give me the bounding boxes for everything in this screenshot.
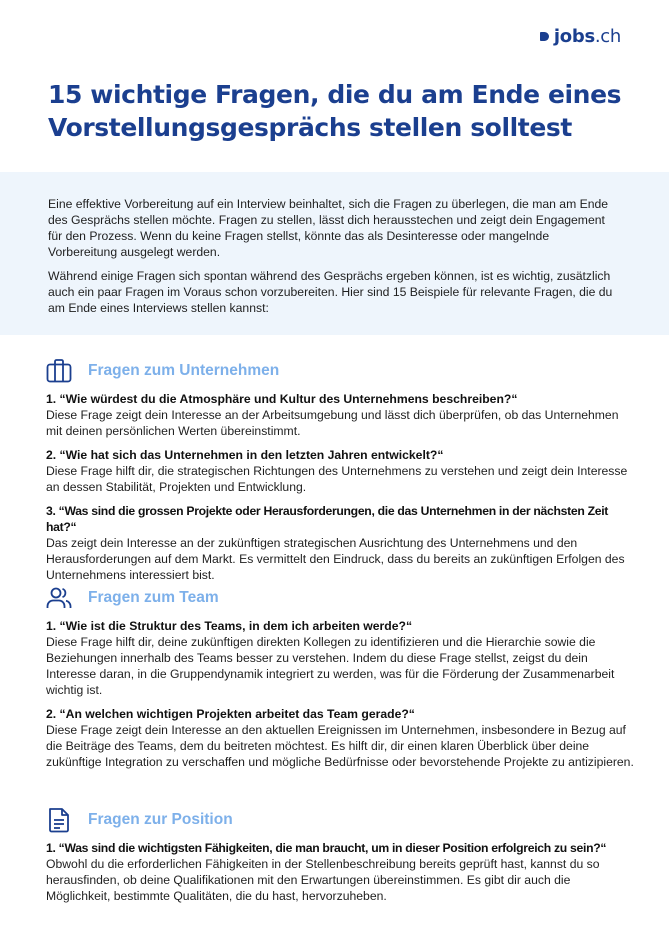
jobs-ch-logo bbox=[540, 26, 621, 47]
question-item bbox=[46, 706, 636, 770]
title-highlight: wichtige Fragen, bbox=[90, 80, 320, 109]
section-header bbox=[46, 357, 636, 385]
title-part-2: die du am Ende eines Vorstellungsgesprächs stellen solltest bbox=[48, 80, 622, 142]
question-item bbox=[46, 503, 636, 583]
question-text: Obwohl du die erforderlichen Fähigkeiten in der Stellenbeschreibung bereits geprüft hast, kannst du so herausfinden, ob deine Qualifikationen mit den Erwartungen übereinstimmen. Es gibt dir auch die Möglichkeit, bestimmte Qualitäten, die du hast, hervorzuheben. bbox=[46, 857, 600, 903]
question-item bbox=[46, 618, 636, 698]
question-item bbox=[46, 391, 636, 439]
section-company bbox=[46, 357, 636, 591]
question-title: 1. “Was sind die wichtigsten Fähigkeiten, die man braucht, um in dieser Position erfolgreich zu sein?“ bbox=[46, 841, 607, 855]
question-text: Diese Frage zeigt dein Interesse an den aktuellen Ereignissen im Unternehmen, insbesondere in Bezug auf die Beiträge des Teams, dem du beitreten möchtest. Es hilft dir, dir einen klaren Überblick über deine zukünftige Integration zu verschaffen und mögliche Bedürfnisse oder bevorstehende Projekte zu antizipieren. bbox=[46, 723, 634, 769]
logo-tld: .ch bbox=[594, 26, 621, 47]
question-title: 2. “An welchen wichtigen Projekten arbeitet das Team gerade?“ bbox=[46, 707, 415, 721]
question-title: 1. “Wie ist die Struktur des Teams, in dem ich arbeiten werde?“ bbox=[46, 619, 413, 633]
users-icon bbox=[46, 585, 72, 611]
section-position bbox=[46, 806, 636, 912]
logo-text bbox=[554, 26, 621, 47]
document-icon bbox=[46, 807, 72, 833]
section-team bbox=[46, 584, 636, 778]
intro-paragraph-2: Während einige Fragen sich spontan während des Gesprächs ergeben können, ist es wichtig, zusätzlich auch ein paar Fragen im Voraus schon vorzubereiten. Hier sind 15 Beispiele für relevante Fragen, die du am Ende eines Interviews stellen kannst: bbox=[48, 269, 613, 315]
question-text: Diese Frage zeigt dein Interesse an der Arbeitsumgebung und lässt dich überprüfen, ob das Unternehmen mit deinen persönlichen Werten übereinstimmt. bbox=[46, 408, 619, 438]
question-title: 3. “Was sind die grossen Projekte oder Herausforderungen, die das Unternehmen in der nächsten Zeit hat?“ bbox=[46, 504, 609, 534]
logo-name: jobs bbox=[553, 26, 595, 47]
question-text: Diese Frage hilft dir, deine zukünftigen direkten Kollegen zu identifizieren und die Hierarchie sowie die Beziehungen innerhalb des Teams besser zu verstehen. Indem du diese Frage stellst, zeigst du dein Interesse daran, in die Gruppendynamik integriert zu werden, was für die Förderung der Zusammenarbeit wichtig ist. bbox=[46, 635, 615, 697]
logo-mark-icon bbox=[540, 32, 549, 41]
section-header bbox=[46, 584, 636, 612]
question-title: 1. “Wie würdest du die Atmosphäre und Kultur des Unternehmens beschreiben?“ bbox=[46, 392, 518, 406]
page-title bbox=[48, 78, 638, 144]
question-item bbox=[46, 840, 636, 904]
briefcase-icon bbox=[46, 358, 72, 384]
intro-box bbox=[0, 172, 669, 335]
section-title: Fragen zur Position bbox=[88, 811, 233, 828]
question-item bbox=[46, 447, 636, 495]
question-title: 2. “Wie hat sich das Unternehmen in den letzten Jahren entwickelt?“ bbox=[46, 448, 444, 462]
section-title: Fragen zum Unternehmen bbox=[88, 362, 280, 379]
section-header bbox=[46, 806, 636, 834]
title-part-1: 15 bbox=[48, 80, 91, 109]
intro-paragraph-1: Eine effektive Vorbereitung auf ein Interview beinhaltet, sich die Fragen zu überlegen, die man am Ende des Gesprächs stellen möchte. Fragen zu stellen, lässt dich herausstechen und zeigt dein Engagement für den Prozess. Wenn du keine Fragen stellst, könnte das als Desinteresse oder mangelnde Vorbereitung ausgelegt werden. bbox=[48, 197, 609, 259]
section-title: Fragen zum Team bbox=[88, 589, 219, 606]
question-text: Das zeigt dein Interesse an der zukünftigen strategischen Ausrichtung des Unternehmens und den Herausforderungen auf dem Markt. Es vermittelt den Eindruck, dass du bereits an zukünftigen Erfolgen des Unternehmens interessiert bist. bbox=[46, 536, 625, 582]
question-text: Diese Frage hilft dir, die strategischen Richtungen des Unternehmens zu verstehen und zeigt dein Interesse an dessen Stabilität, Projekten und Entwicklung. bbox=[46, 464, 628, 494]
